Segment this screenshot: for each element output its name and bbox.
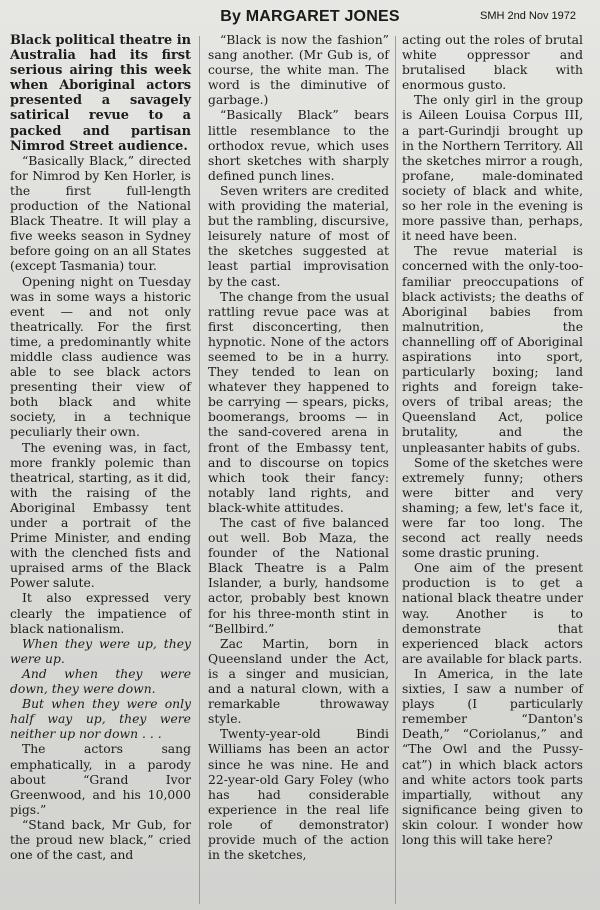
article-column-2 xyxy=(208,33,389,863)
article-paragraph: “Basically Black,” directed for Nimrod by Ken Horler, is the first full-length production of the National Black Theatre. It will play a five weeks season in Sydney before going on an all States (except Tasmania) tour. xyxy=(10,153,191,274)
byline: By MARGARET JONES xyxy=(220,8,400,25)
article-paragraph: The actors sang emphatically, in a parody about “Grand Ivor Greenwood, and his 10,000 pigs.” xyxy=(10,742,191,817)
article-paragraph: acting out the roles of brutal white oppressor and brutalised black with enormous gusto. xyxy=(402,33,583,93)
article-column-3 xyxy=(402,33,583,848)
article-paragraph: Twenty-year-old Bindi Williams has been an actor since he was nine. He and 22-year-old Gary Foley (who has had considerable experience in the real life role of demonstrator) provide much of the action in the sketches, xyxy=(208,727,389,863)
article-paragraph: “Basically Black” bears little resemblance to the orthodox revue, which uses short sketches with sharply defined punch lines. xyxy=(208,108,389,183)
article-paragraph: One aim of the present production is to get a national black theatre under way. Another is to demonstrate that experienced black actors are available for black parts. xyxy=(402,561,583,666)
verse-line: When they were up, they were up. xyxy=(10,636,191,666)
article-paragraph: In America, in the late sixties, I saw a number of plays (I particularly remember “Danton's Death,” “Coriolanus,” and “The Owl and the Pussy-cat”) in which black actors and white actors took parts impartially, without any significance being given to skin colour. I wonder how long this will take here? xyxy=(402,666,583,847)
article-paragraph: The change from the usual rattling revue pace was at first disconcerting, then hypnotic. None of the actors seemed to be in a hurry. They tended to lean on whatever they happened to be carrying — spears, picks, boomerangs, brooms — in the sand-covered arena in front of the Embassy tent, and to discourse on topics which took their fancy: notably land rights, and black-white attitudes. xyxy=(208,289,389,515)
verse-line: But when they were only half way up, they were neither up nor down . . . xyxy=(10,697,191,742)
article-paragraph: Some of the sketches were extremely funny; others were bitter and very shaming; a few, let's face it, were far too long. The second act really needs some drastic pruning. xyxy=(402,455,583,561)
article-paragraph: “Stand back, Mr Gub, for the proud new black,” cried one of the cast, and xyxy=(10,817,191,863)
article-column-1 xyxy=(10,33,191,863)
article-paragraph: The cast of five balanced out well. Bob Maza, the founder of the National Black Theatre is a Palm Islander, a burly, handsome actor, probably best known for his three-month stint in “Bellbird.” xyxy=(208,516,389,636)
verse-line: And when they were down, they were down. xyxy=(10,666,191,697)
article-paragraph: Opening night on Tuesday was in some ways a historic event — and not only theatrically. For the first time, a predominantly white middle class audience was able to see black actors presenting their view of both black and white society, in a technique peculiarly their own. xyxy=(10,274,191,440)
column-divider xyxy=(395,36,396,904)
column-divider xyxy=(199,36,200,904)
article-paragraph: It also expressed very clearly the impatience of black nationalism. xyxy=(10,591,191,636)
article-paragraph: “Black is now the fashion” sang another. (Mr Gub is, of course, the white man. The word is the diminutive of garbage.) xyxy=(208,33,389,108)
source-note: SMH 2nd Nov 1972 xyxy=(480,10,576,22)
article-paragraph: The evening was, in fact, more frankly polemic than theatrical, starting, as it did, with the raising of the Aboriginal Embassy tent under a portrait of the Prime Minister, and ending with the clenched fists and upraised arms of the Black Power salute. xyxy=(10,440,191,591)
article-paragraph: Seven writers are credited with providing the material, but the rambling, discursive, leisurely nature of most of the sketches suggested at least partial improvisation by the cast. xyxy=(208,183,389,289)
article-paragraph: Black political theatre in Australia had its first serious airing this week when Aboriginal actors presented a savagely satirical revue to a packed and partisan Nimrod Street audience. xyxy=(10,33,191,154)
article-paragraph: The only girl in the group is Aileen Louisa Corpus III, a part-Gurindji brought up in the Northern Territory. All the sketches mirror a rough, profane, male-dominated society of black and white, so her role in the evening is more passive than, perhaps, it need have been. xyxy=(402,93,583,244)
article-paragraph: The revue material is concerned with the only-too-familiar preoccupations of black activists; the deaths of Aboriginal babies from malnutrition, the channelling off of Aboriginal aspirations into sport, particularly boxing; land rights and foreign take-overs of tribal areas; the Queensland Act, police brutality, and the unpleasanter habits of gubs. xyxy=(402,244,583,455)
article-paragraph: Zac Martin, born in Queensland under the Act, is a singer and musician, and a natural clown, with a remarkable throwaway style. xyxy=(208,636,389,727)
